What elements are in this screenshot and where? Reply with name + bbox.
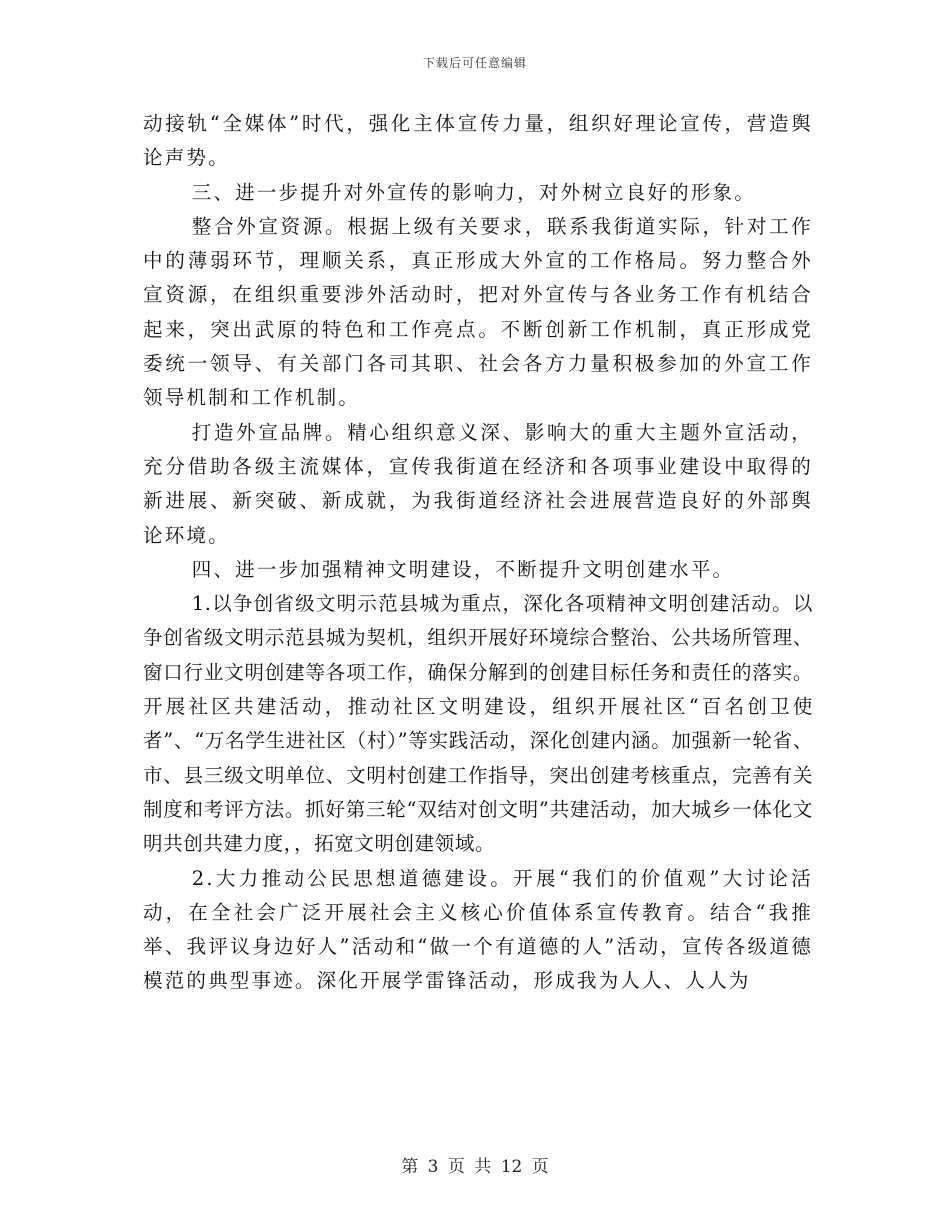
section-heading-three: 三、进一步提升对外宣传的影响力，对外树立良好的形象。 bbox=[191, 180, 756, 204]
paragraph-item-two: 2.大力推动公民思想道德建设。开展“我们的价值观”大讨论活动，在全社会广泛开展社会主义核心价值体系宣传教育。结合“我推举、我评议身边好人”活动和“做一个有道德的人”活动，宣传各级道德模范的典型事迹。深化开展学雷锋活动，形成我为人人、人人为 bbox=[143, 866, 813, 993]
paragraph-item-one: 1.以争创省级文明示范县城为重点，深化各项精神文明创建活动。以争创省级文明示范县城为契机，组织开展好环境综合整治、公共场所管理、窗口行业文明创建等各项工作，确保分解到的创建目标任务和责任的落实。开展社区共建活动，推动社区文明建设，组织开展社区“百名创卫使者”、“万名学生进社区（村）”等实践活动，深化创建内涵。加强新一轮省、市、县三级文明单位、文明村创建工作指导，突出创建考核重点，完善有关制度和考评方法。抓好第三轮“双结对创文明”共建活动，加大城乡一体化文明共创共建力度，，拓宽文明创建领域。 bbox=[143, 592, 813, 856]
page-footer: 第 3 页 共 12 页 bbox=[401, 1157, 549, 1177]
paragraph-integrate-resources: 整合外宣资源。根据上级有关要求，联系我街道实际，针对工作中的薄弱环节，理顺关系，真正形成大外宣的工作格局。努力整合外宣资源，在组织重要涉外活动时，把对外宣传与各业务工作有机结合起来，突出武原的特色和工作亮点。不断创新工作机制，真正形成党委统一领导、有关部门各司其职、社会各方力量积极参加的外宣工作领导机制和工作机制。 bbox=[143, 214, 813, 410]
page-header: 下载后可任意编辑 bbox=[422, 56, 527, 70]
section-heading-four: 四、进一步加强精神文明建设，不断提升文明创建水平。 bbox=[191, 557, 735, 581]
paragraph-build-brand: 打造外宣品牌。精心组织意义深、影响大的重大主题外宣活动，充分借助各级主流媒体，宣传我街道在经济和各项事业建设中取得的新进展、新突破、新成就，为我街道经济社会进展营造良好的外部舆论环境。 bbox=[143, 420, 813, 547]
document-body bbox=[143, 107, 813, 999]
paragraph-continuation: 动接轨“全媒体”时代，强化主体宣传力量，组织好理论宣传，营造舆论声势。 bbox=[143, 112, 813, 170]
